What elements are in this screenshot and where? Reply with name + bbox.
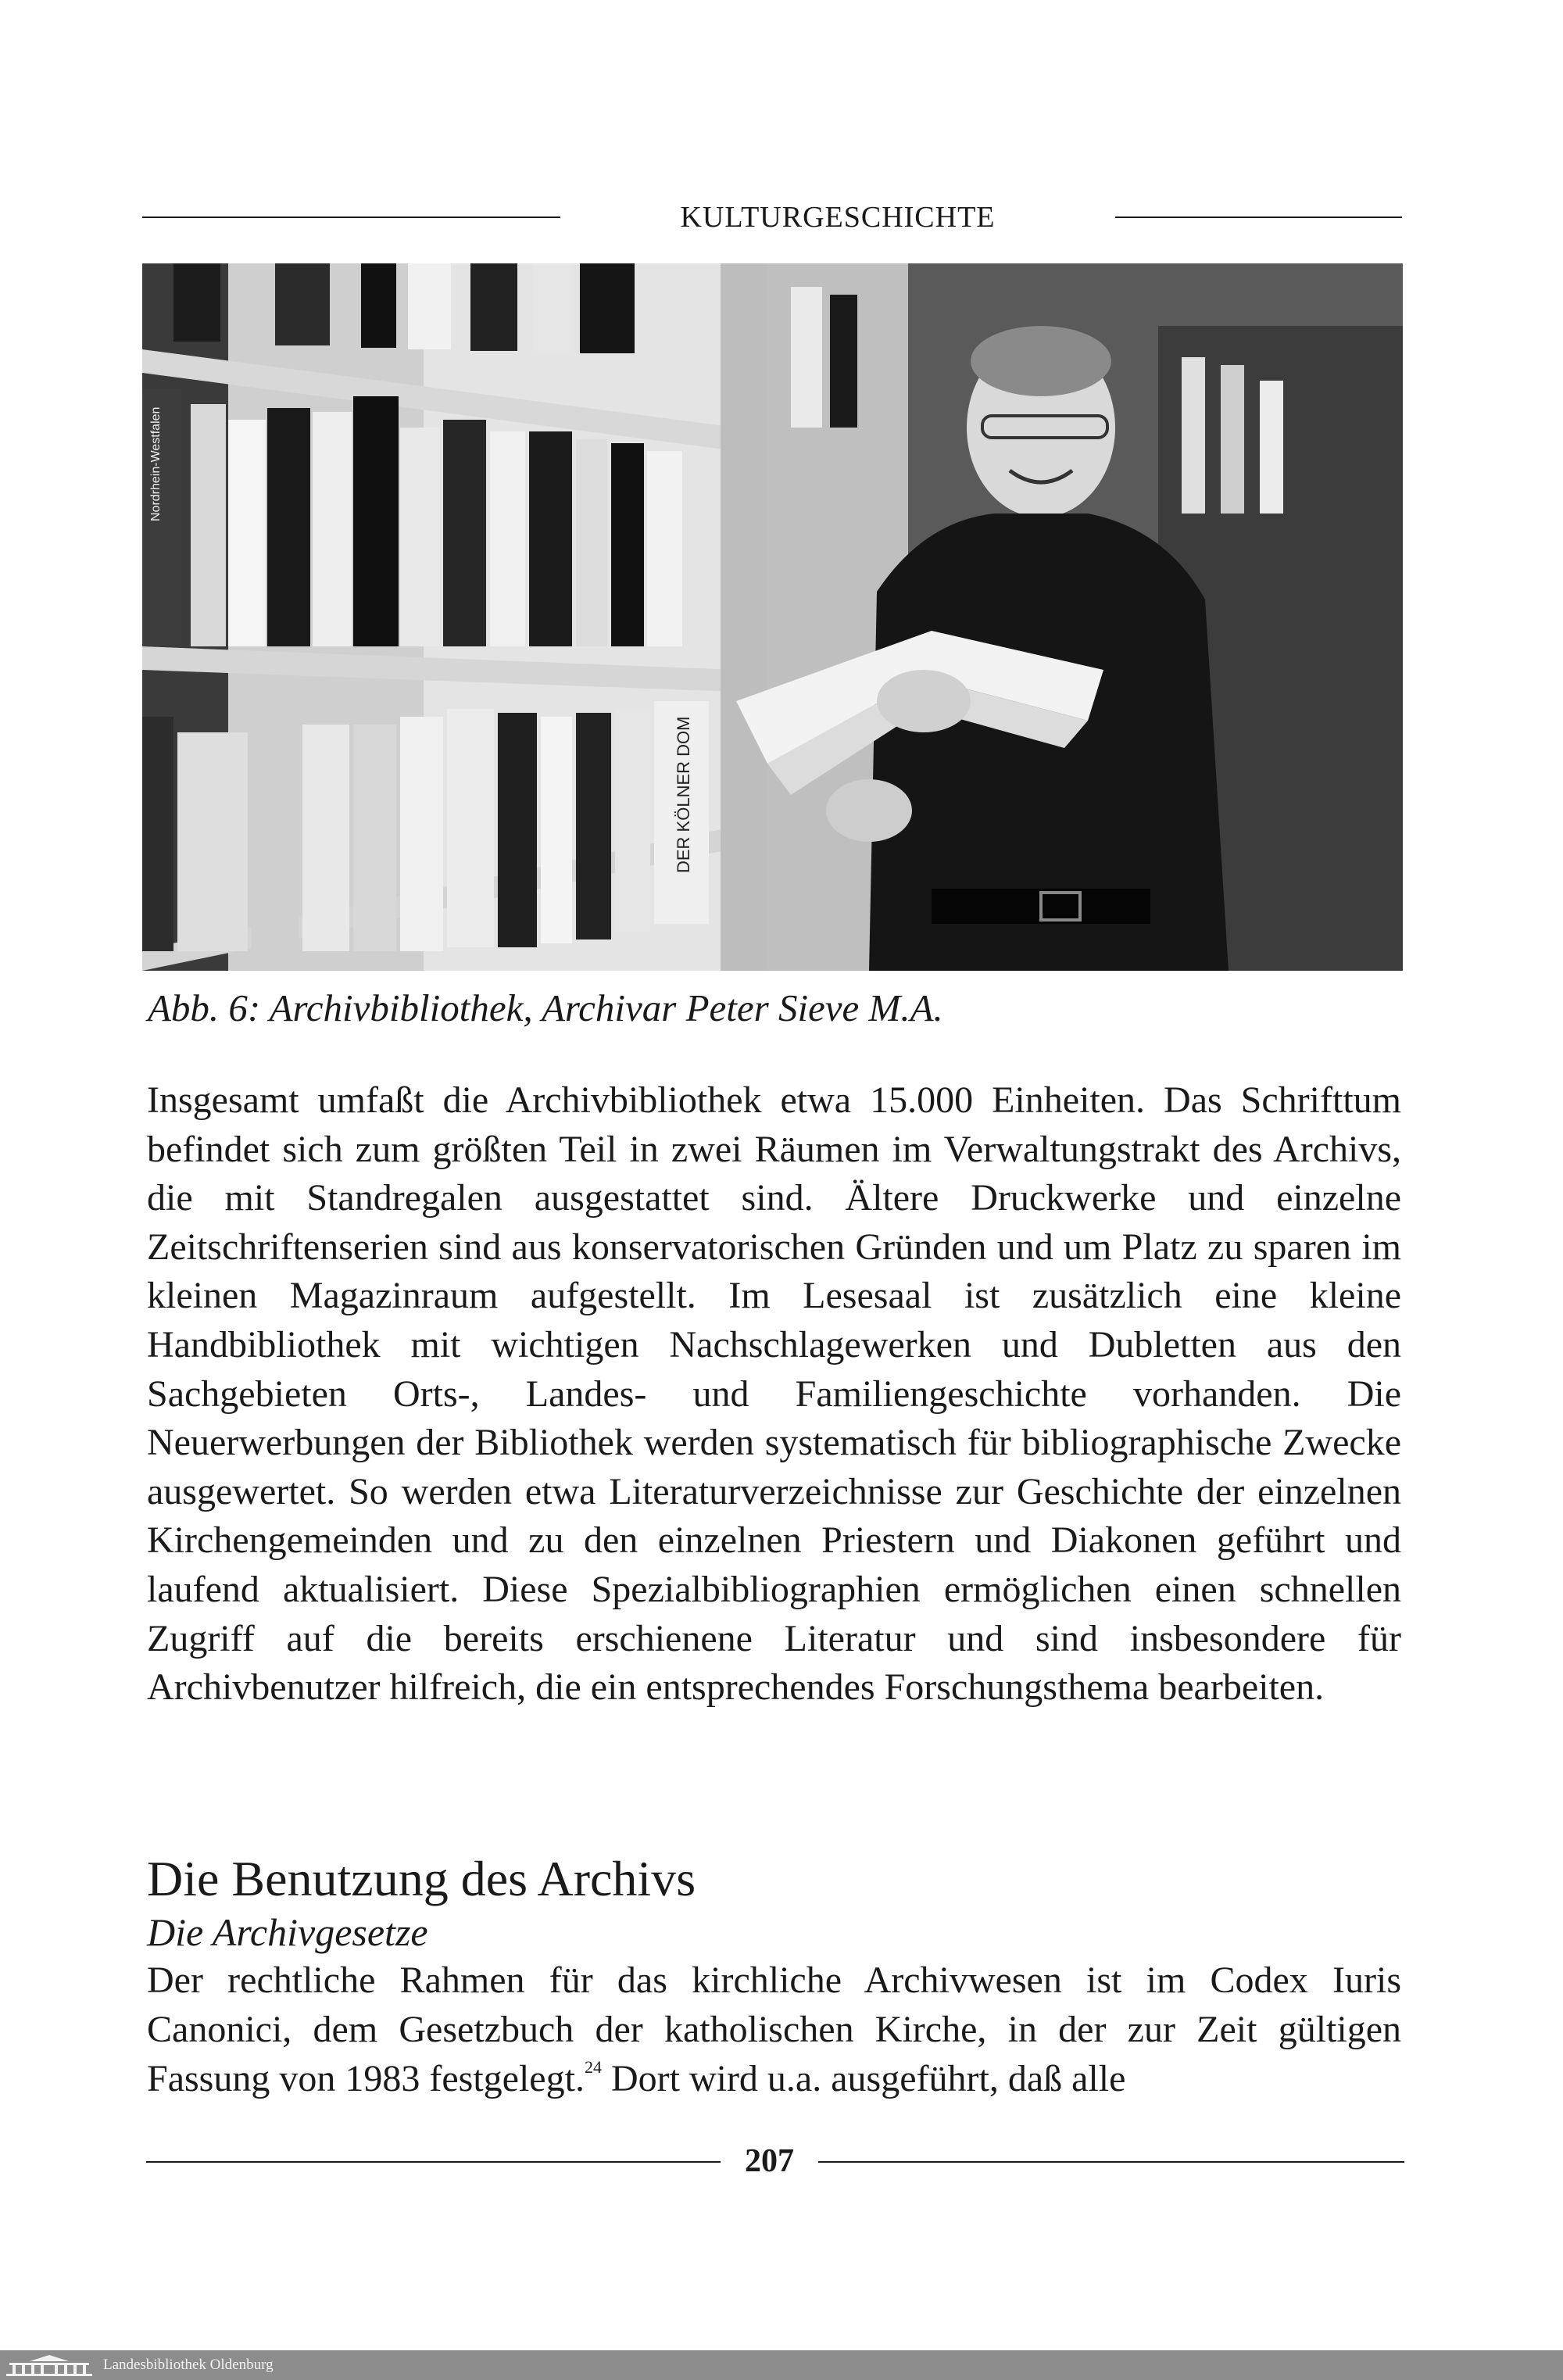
header-rule-left xyxy=(142,217,560,218)
figure-caption: Abb. 6: Archivbibliothek, Archivar Peter Sieve M.A. xyxy=(148,986,943,1029)
folio-rule-right xyxy=(818,2161,1404,2163)
library-footer-bar xyxy=(0,2350,1563,2380)
body-paragraph-archive-law xyxy=(147,1956,1401,2103)
paragraph-2-before-note: Der rechtliche Rahmen für das kirchliche Archivwesen ist im Codex Iuris Canonici, dem Gesetzbuch der katholischen Kirche, in der zur Zeit gültigen Fassung von 1983 festgelegt. xyxy=(147,1959,1401,2099)
section-heading: Die Benutzung des Archivs xyxy=(147,1851,696,1906)
page-folio xyxy=(146,2138,1404,2185)
paragraph-2-after-note: Dort wird u.a. ausgeführt, daß alle xyxy=(601,2058,1126,2099)
archive-library-photo xyxy=(142,263,1403,971)
spine-koelner-dom: DER KÖLNER DOM xyxy=(674,716,693,873)
running-head-title: KULTURGESCHICHTE xyxy=(680,201,996,234)
library-name: Landesbibliothek Oldenburg xyxy=(103,2357,274,2373)
body-paragraph-library xyxy=(147,1076,1401,1713)
page-number: 207 xyxy=(745,2143,794,2179)
library-building-icon xyxy=(6,2353,92,2377)
spine-nrw: Nordrhein-Westfalen xyxy=(149,406,163,521)
running-head xyxy=(142,194,1402,241)
subsection-heading: Die Archivgesetze xyxy=(147,1910,428,1954)
folio-rule-left xyxy=(146,2161,721,2163)
header-rule-right xyxy=(1115,217,1402,218)
footnote-reference: 24 xyxy=(584,2057,602,2077)
paragraph-1: Insgesamt umfaßt die Archivbibliothek etwa 15.000 Einheiten. Das Schrifttum befindet sich zum größten Teil in zwei Räumen im Verwaltungstrakt des Archivs, die mit Standregalen ausgestattet sind. Ältere Druckwerke und einzelne Zeitschriftenserien sind aus konservatorischen Gründen und um Platz zu sparen im kleinen Magazinraum aufgestellt. Im Lesesaal ist zusätzlich eine kleine Handbibliothek mit wichtigen Nachschlagewerken und Dubletten aus den Sachgebieten Orts-, Landes- und Familiengeschichte vorhanden. Die Neuerwerbungen der Bibliothek werden systematisch für bibliographische Zwecke ausgewertet. So werden etwa Literaturverzeichnisse zur Geschichte der einzelnen Kirchengemeinden und zu den einzelnen Priestern und Diakonen geführt und laufend aktualisiert. Diese Spezialbibliographien ermöglichen einen schnellen Zugriff auf die bereits erschienene Literatur und sind insbesondere für Archivbenutzer hilfreich, die ein entsprechendes Forschungsthema bearbeiten. xyxy=(147,1079,1401,1709)
